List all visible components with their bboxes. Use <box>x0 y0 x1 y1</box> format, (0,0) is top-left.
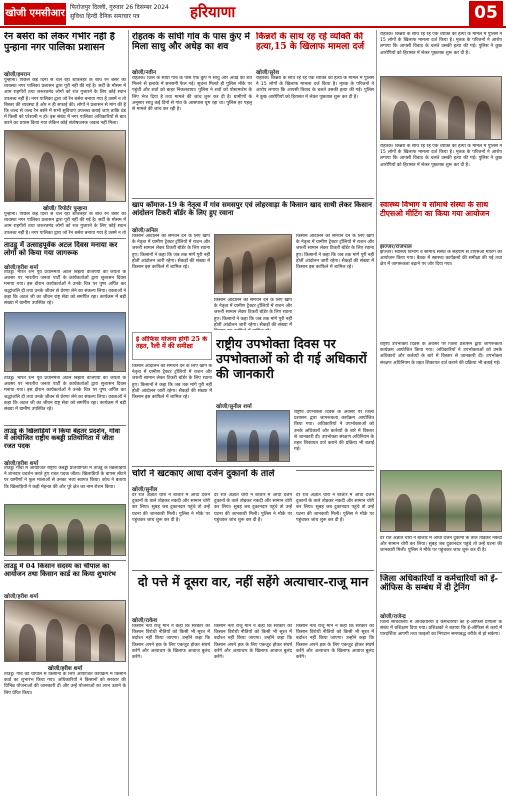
headline-atal-diwas: ताउडू में उत्साहपूर्वक अटल दिवस मनाया कर लोगों को किया गया जागरूक <box>4 241 118 257</box>
headline-e-office: जिला अधिकारियों व कर्मचारियों को ई-ऑफिस के सम्बंध में दी ट्रेनिंग <box>380 574 499 593</box>
divider <box>132 570 374 571</box>
article-body: किसान आंदोलन को समर्थन देने के लिए खाप के नेतृत्व में ग्रामीण ट्रैक्टर ट्रॉलियों में राशन और जरूरी सामान लेकर टिकरी बॉर्डर के लिए रवाना हुए। किसानों ने कहा कि जब तक मांगें पूरी नहीं होतीं आंदोलन जारी रहेगा। सैकड़ों की संख्या में किसान इस काफिले में शामिल रहे। <box>132 234 210 271</box>
divider <box>4 560 126 561</box>
byline: खोजी/हरीश शर्मा <box>4 265 39 271</box>
article-body-continued: रोहतक। किन्नरों के साथ रह रहे एक व्यक्ति की हत्या के मामले में पुलिस ने 15 लोगों के खिलाफ मामला दर्ज किया है। मृतक के परिजनों ने आरोप लगाया कि आपसी विवाद के चलते उसकी हत्या की गई। पुलिस ने कुछ आरोपियों को हिरासत में लेकर पूछताछ शुरू कर दी है। <box>380 32 502 56</box>
divider <box>132 466 374 467</box>
photo-caption: खोजी/हरीश शर्मा <box>47 666 83 672</box>
article-body-continued: किसान आंदोलन को समर्थन देने के लिए खाप के नेतृत्व में ग्रामीण ट्रैक्टर ट्रॉलियों में राशन और जरूरी सामान लेकर टिकरी बॉर्डर के लिए रवाना हुए। किसानों ने कहा कि जब तक मांगें पूरी नहीं होतीं आंदोलन जारी रहेगा। सैकड़ों की संख्या में किसान इस काफिले में शामिल रहे। <box>296 234 374 271</box>
headline-kinnar-murder: किन्नरों के साथ रह रहे व्यक्ति की हत्या,15 के खिलाफ मामला दर्ज <box>256 32 365 53</box>
article-body: किसान आंदोलन को समर्थन देने के लिए खाप के नेतृत्व में ग्रामीण ट्रैक्टर ट्रॉलियों में राशन और जरूरी सामान लेकर टिकरी बॉर्डर के लिए रवाना हुए। किसानों ने कहा कि जब तक मांगें पूरी नहीं होतीं आंदोलन जारी रहेगा। सैकड़ों की संख्या में किसान इस काफिले में शामिल रहे। <box>132 364 212 401</box>
article-body: रोहतक। किन्नरों के साथ रह रहे एक व्यक्ति की हत्या के मामले में पुलिस ने 15 लोगों के खिलाफ मामला दर्ज किया है। मृतक के परिजनों ने आरोप लगाया कि आपसी विवाद के चलते उसकी हत्या की गई। पुलिस ने कुछ आरोपियों को हिरासत में लेकर पूछताछ शुरू कर दी है। <box>256 76 374 100</box>
article-body-continued: पुन्हाना। पिछले कई दिनों से चल रही शीतलहर के बीच रैन बसेरे की व्यवस्था नगर पालिका प्रशासन द्वारा पूरी नहीं की गई है। सर्दी के मौसम में आम राहगीरों तथा जरूरतमंद लोगों को रात गुजारने के लिए कोई स्थान उपलब्ध नहीं है। नगर पालिका द्वारा जो रैन बसेरा बनाया गया है उसमें न तो <box>4 212 126 236</box>
newspaper-logo: खोजी एमसीआर <box>4 3 66 25</box>
byline: खोजी/सुनील <box>132 487 158 493</box>
byline: झज्जर/राजपाल <box>380 244 412 250</box>
byline: खोजी/इमरान <box>4 72 31 78</box>
article-body-continued: देर रात अज्ञात चोरों ने बाजार में आधा दर्जन दुकानों के ताले तोड़कर नकदी और सामान चोरी कर लिया। सुबह जब दुकानदार पहुंचे तो उन्हें घटना की जानकारी मिली। पुलिस ने मौके पर पहुंचकर जांच शुरू कर दी है। <box>214 493 292 523</box>
byline: खोजी/हरीश शर्मा <box>4 461 39 467</box>
news-photo <box>4 130 126 202</box>
news-photo <box>4 600 126 662</box>
column-divider <box>376 30 377 796</box>
headline-kisan-card: ताउडू में 04 किसान सदस्य का चौपाल का आयोजन तथा किसान कार्ड का किया शुभारंभ <box>4 563 116 578</box>
headline-kabaddi: ताउडू के खिलाड़ियों ने किया बेहतर प्रदर्शन, गोवा में आयोजित राष्ट्रीय कबड्डी प्रतियोगिता में जीता रजत पदक <box>4 428 120 450</box>
headline-health-meeting: स्वास्थ्य विभाग व सोमार्थ संस्था के साथ टीएसओ मीटिंग का किया गया आयोजन <box>380 201 490 218</box>
article-body-continued: राष्ट्रीय उपभोक्ता दिवस के अवसर पर जिला प्रशासन द्वारा जागरूकता कार्यक्रम आयोजित किया गया। अधिकारियों ने उपभोक्ताओं को उनके अधिकारों और कर्तव्यों के बारे में विस्तार से जानकारी दी। उपभोक्ता संरक्षण अधिनियम के तहत शिकायत दर्ज कराने की प्रक्रिया भी बताई गई। <box>380 342 502 366</box>
inset-headline: ई ऑफिस योजना होगी 25 के तहत, रैली में की समीक्षा <box>136 336 208 351</box>
divider <box>380 572 502 573</box>
article-body: राष्ट्रीय उपभोक्ता दिवस के अवसर पर जिला प्रशासन द्वारा जागरूकता कार्यक्रम आयोजित किया गया। अधिकारियों ने उपभोक्ताओं को उनके अधिकारों और कर्तव्यों के बारे में विस्तार से जानकारी दी। उपभोक्ता संरक्षण अधिनियम के तहत शिकायत दर्ज कराने की प्रक्रिया भी बताई गई। <box>294 410 374 453</box>
news-photo <box>216 410 290 462</box>
masthead-meta <box>70 3 169 21</box>
article-body: ताउडू। गोवा में आयोजित राष्ट्रीय कबड्डी प्रतियोगिता में ताउडू के खिलाड़ियों ने शानदार प्रदर्शन करते हुए रजत पदक जीता। खिलाड़ियों के वापस लौटने पर ग्रामीणों ने फूल मालाओं से उनका भव्य स्वागत किया। कोच ने बताया कि खिलाड़ियों ने कड़ी मेहनत की और पूरे क्षेत्र का नाम रोशन किया। <box>4 466 126 490</box>
headline-sanghi-well: रोहतक के सांघी गांव के पास कुंए में मिला साधु और अधेड़ का शव <box>132 32 250 53</box>
byline: खोजी/हरीश शर्मा <box>4 594 39 600</box>
article-body-continued: किसान नेता राजू मान ने कहा कि सरकार की किसान विरोधी नीतियों को किसी भी सूरत में बर्दाश्त नहीं किया जाएगा। उन्होंने कहा कि किसान अपने हक के लिए एकजुट होकर संघर्ष करेंगे और अत्याचार के खिलाफ आवाज बुलंद करेंगे। <box>214 624 292 661</box>
headline-chor-dukan: चोरों ने खटकाए आधा दर्जन दुकानों के ताले <box>132 469 275 479</box>
news-photo <box>4 504 126 556</box>
byline: खोजी/राजेन्द्र <box>380 614 406 620</box>
article-body: ताउडू। भारत रत्न पूर्व प्रधानमंत्री अटल बिहारी वाजपेयी की जयंती के अवसर पर भारतीय जनता पार्टी के कार्यकर्ताओं द्वारा सुशासन दिवस मनाया गया। इस दौरान कार्यकर्ताओं ने उनके चित्र पर पुष्प अर्पित कर श्रद्धांजलि दी तथा उनके जीवन से प्रेरणा लेने का संकल्प लिया। वक्ताओं ने कहा कि अटल जी का जीवन राष्ट्र सेवा को समर्पित रहा। कार्यक्रम में बड़ी संख्या में ग्रामीण उपस्थित रहे। <box>4 270 126 307</box>
byline: खोजी/सुनील शर्मा <box>216 404 252 410</box>
masthead-date: फिरोजपुर दिल्ली, गुरुवार 26 दिसम्बर 2024 <box>70 4 169 11</box>
article-body: झज्जर। स्वास्थ्य विभाग व सोमार्थ संस्था के सहयोग से टीएसओ मीटिंग का आयोजन किया गया। बैठक में स्वास्थ्य कार्यक्रमों की समीक्षा की गई तथा क्षेत्र में जागरूकता बढ़ाने पर जोर दिया गया। <box>380 250 502 268</box>
byline: खोजी/अनिल <box>132 228 158 234</box>
accident-block <box>380 32 502 72</box>
article-body-continued: किसान आंदोलन को समर्थन देने के लिए खाप के नेतृत्व में ग्रामीण ट्रैक्टर ट्रॉलियों में राशन और जरूरी सामान लेकर टिकरी बॉर्डर के लिए रवाना हुए। किसानों ने कहा कि जब तक मांगें पूरी नहीं होतीं आंदोलन जारी रहेगा। सैकड़ों की संख्या में <box>214 298 292 328</box>
byline: खोजी/सुरेश <box>256 70 280 76</box>
article-body-continued: देर रात अज्ञात चोरों ने बाजार में आधा दर्जन दुकानों के ताले तोड़कर नकदी और सामान चोरी कर लिया। सुबह जब दुकानदार पहुंचे तो उन्हें घटना की जानकारी मिली। पुलिस ने मौके पर पहुंचकर जांच शुरू कर दी है। <box>296 493 374 523</box>
headline-consumer-day: राष्ट्रीय उपभोक्ता दिवस पर उपभोक्ताओं को दी गई अधिकारों की जानकारी <box>216 336 367 381</box>
section-title: हरियाणा <box>190 3 236 21</box>
article-body: रोहतक। जिले के सांघी गांव के पास एक कुएं में साधु और अधेड़ का शव मिलने से इलाके में सनसनी फैल गई। सूचना मिलते ही पुलिस मौके पर पहुंची और शवों को बाहर निकलवाया। पुलिस ने शवों को पोस्टमार्टम के लिए भेज दिया है तथा मामले की जांच शुरू कर दी है। ग्रामीणों के अनुसार साधु कई दिनों से गांव के आसपास घूम रहा था। पुलिस हर पहलू से मामले की जांच कर रही है। <box>132 76 252 113</box>
divider <box>4 425 126 426</box>
article-body-continued: देर रात अज्ञात चोरों ने बाजार में आधा दर्जन दुकानों के ताले तोड़कर नकदी और सामान चोरी कर लिया। सुबह जब दुकानदार पहुंचे तो उन्हें घटना की जानकारी मिली। पुलिस ने मौके पर पहुंचकर जांच शुरू कर दी है। <box>380 536 502 554</box>
inset-box <box>132 332 212 360</box>
headline-rain-basera: रेन बसेरा को लेकर गंभीर नहीं है पुन्हाना नगर पालिका प्रशासन <box>4 32 115 53</box>
masthead-tagline: सुविधा हिन्दी दैनिक समाचार पत्र <box>70 13 140 20</box>
headline-raju-maan: दो पत्ते में दूसरा वार, नहीं सहेंगे अत्याचार-राजू मान <box>137 574 369 589</box>
news-photo <box>214 234 292 294</box>
divider <box>132 198 374 199</box>
article-body: जिला सचिवालय में अधिकारियों व कर्मचारियों को ई-ऑफिस प्रणाली के संबंध में प्रशिक्षण दिया गया। प्रशिक्षकों ने बताया कि ई-ऑफिस से कार्य में पारदर्शिता आएगी तथा फाइलों का निपटान समयबद्ध तरीके से हो सकेगा। <box>380 620 502 638</box>
byline: खोजी/राकेश <box>132 618 158 624</box>
masthead <box>0 0 506 28</box>
photo-caption: खोजी/ रिपोर्टर पुन्हाना <box>42 206 88 212</box>
article-body-continued: रोहतक। किन्नरों के साथ रह रहे एक व्यक्ति की हत्या के मामले में पुलिस ने 15 लोगों के खिलाफ मामला दर्ज किया है। मृतक के परिजनों ने आरोप लगाया कि आपसी विवाद के चलते उसकी हत्या की गई। पुलिस ने कुछ आरोपियों को हिरासत में लेकर पूछताछ शुरू कर दी है। <box>380 144 502 168</box>
article-body-continued: किसान नेता राजू मान ने कहा कि सरकार की किसान विरोधी नीतियों को किसी भी सूरत में बर्दाश्त नहीं किया जाएगा। उन्होंने कहा कि किसान अपने हक के लिए एकजुट होकर संघर्ष करेंगे और अत्याचार के खिलाफ आवाज बुलंद करेंगे। <box>296 624 374 661</box>
news-photo <box>380 470 502 532</box>
article-body-continued: ताउडू। भारत रत्न पूर्व प्रधानमंत्री अटल बिहारी वाजपेयी की जयंती के अवसर पर भारतीय जनता पार्टी के कार्यकर्ताओं द्वारा सुशासन दिवस मनाया गया। इस दौरान कार्यकर्ताओं ने उनके चित्र पर पुष्प अर्पित कर श्रद्धांजलि दी तथा उनके जीवन से प्रेरणा लेने का संकल्प लिया। वक्ताओं ने कहा कि अटल जी का जीवन राष्ट्र सेवा को समर्पित रहा। कार्यक्रम में बड़ी संख्या में ग्रामीण उपस्थित रहे। <box>4 376 126 413</box>
article-body: ताउडू। गांव की चौपाल में किसानों के लिए आयोजित कार्यक्रम में किसान कार्ड का शुभारंभ किया गया। अधिकारियों ने किसानों को सरकार की विभिन्न योजनाओं की जानकारी दी और उन्हें योजनाओं का लाभ उठाने के लिए प्रेरित किया। <box>4 672 126 696</box>
article-body: किसान नेता राजू मान ने कहा कि सरकार की किसान विरोधी नीतियों को किसी भी सूरत में बर्दाश्त नहीं किया जाएगा। उन्होंने कहा कि किसान अपने हक के लिए एकजुट होकर संघर्ष करेंगे और अत्याचार के खिलाफ आवाज बुलंद करेंगे। <box>132 624 210 661</box>
article-body: देर रात अज्ञात चोरों ने बाजार में आधा दर्जन दुकानों के ताले तोड़कर नकदी और सामान चोरी कर लिया। सुबह जब दुकानदार पहुंचे तो उन्हें घटना की जानकारी मिली। पुलिस ने मौके पर पहुंचकर जांच शुरू कर दी है। <box>132 493 210 523</box>
news-photo <box>4 312 126 372</box>
divider <box>4 238 126 239</box>
byline: खोजी/नवीन <box>132 70 157 76</box>
article-body: पुन्हाना। पिछले कई दिनों से चल रही शीतलहर के बीच रैन बसेरे की व्यवस्था नगर पालिका प्रशासन द्वारा पूरी नहीं की गई है। सर्दी के मौसम में आम राहगीरों तथा जरूरतमंद लोगों को रात गुजारने के लिए कोई स्थान उपलब्ध नहीं है। नगर पालिका द्वारा जो रैन बसेरा बनाया गया है उसमें न तो बिस्तर की व्यवस्था है और न ही सफाई की। लोगों ने प्रशासन से मांग की है कि जल्द से जल्द रैन बसेरे में सभी सुविधाएं उपलब्ध कराई जाएं ताकि ठंड में किसी को परेशानी न हो। इस संबंध में नगर पालिका अधिकारियों से बात करने का प्रयास किया गया लेकिन कोई संतोषजनक जवाब नहीं मिला। <box>4 78 126 127</box>
divider <box>296 470 374 471</box>
column-divider <box>128 30 129 796</box>
page-number: 05 <box>469 1 503 26</box>
headline-khap-tikri: खाप कॉमाज-19 के नेतृत्व में गांव समसपुर एवं लोहरवाड़ा के किसान खाद साथी लेकर किसान आंदोलन टिकरी बॉर्डर के लिए हुए रवाना <box>132 201 372 217</box>
news-photo <box>380 76 502 140</box>
